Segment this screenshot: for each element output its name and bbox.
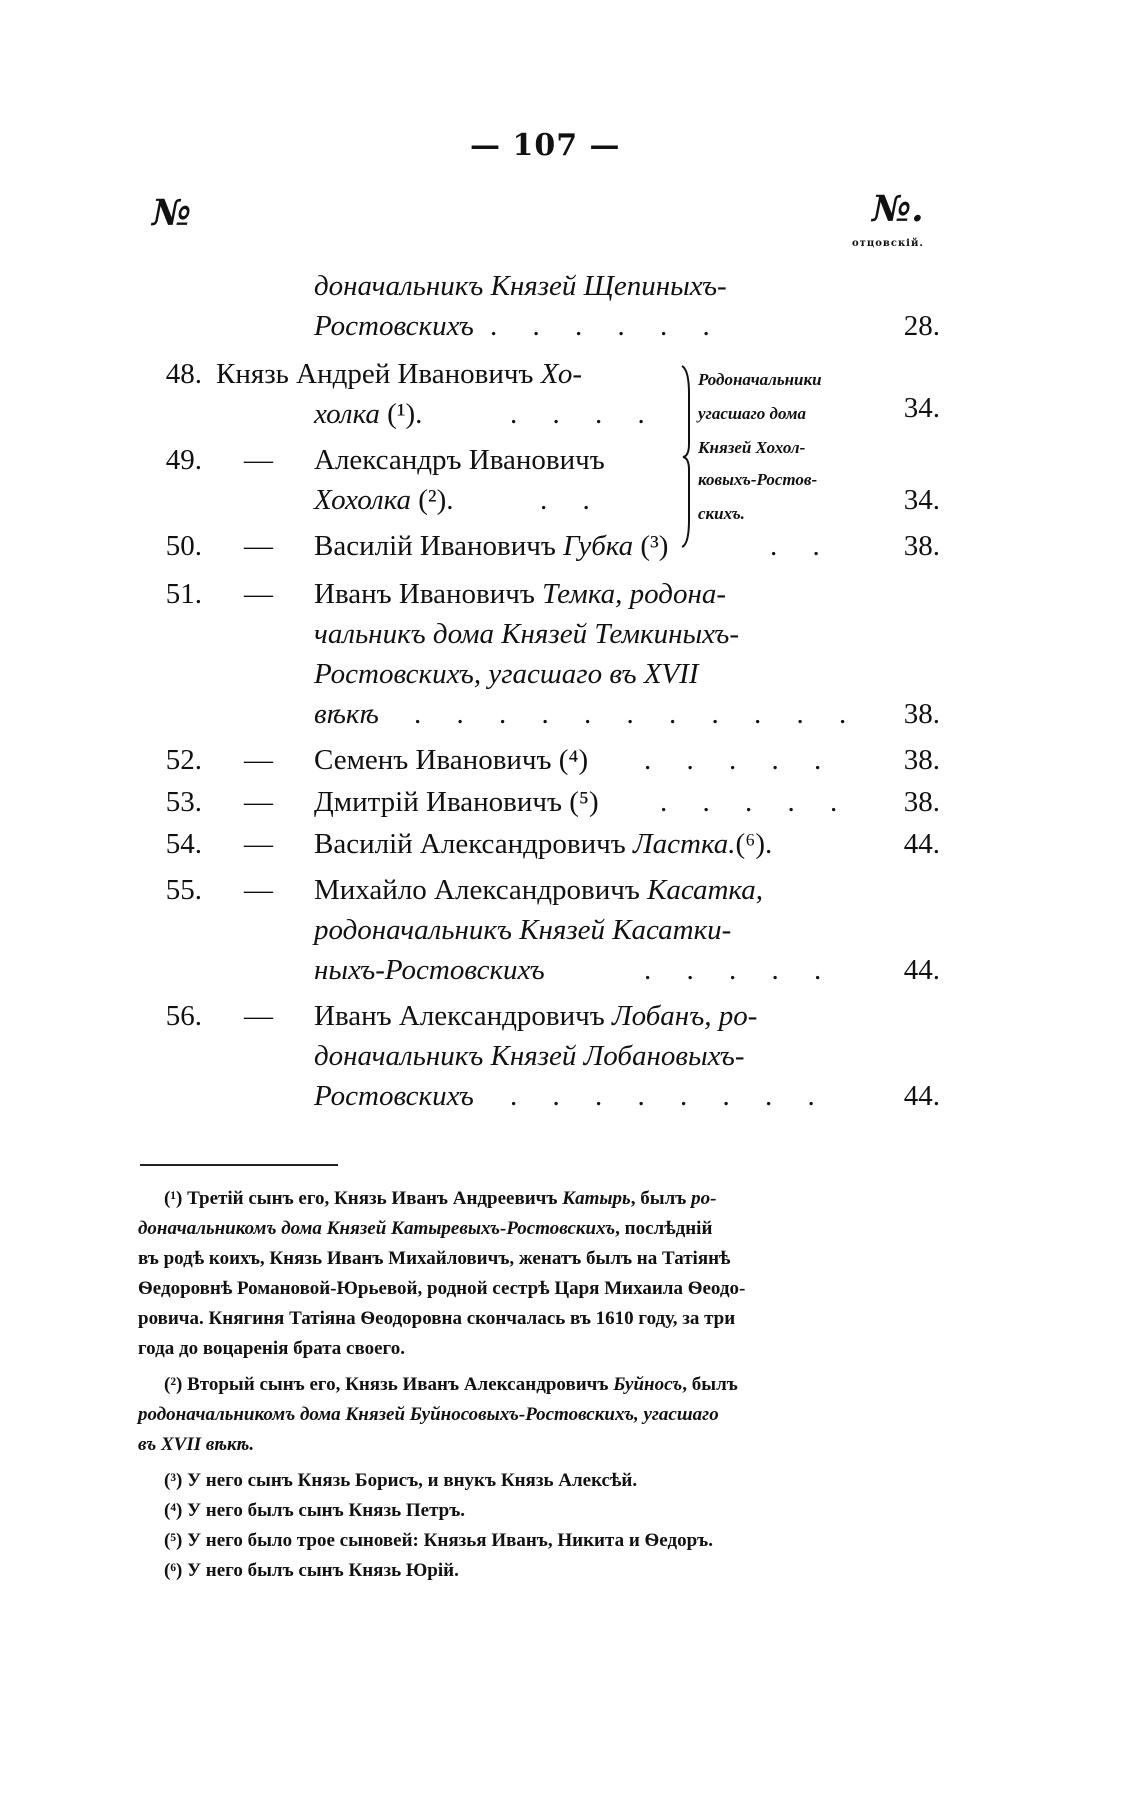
entry-49-line-2 bbox=[314, 484, 453, 517]
footnote-1-text-3: ро- bbox=[691, 1188, 717, 1209]
entry-54-dash: — bbox=[244, 828, 273, 860]
leader-dots: . . . . . . . . bbox=[510, 1080, 829, 1112]
leader-dots: . . . . . bbox=[644, 954, 836, 986]
entry-48-line-1 bbox=[216, 358, 582, 391]
footnote-1-nick: Катырь bbox=[562, 1188, 631, 1209]
entry-48-line-2 bbox=[314, 398, 422, 431]
footnote-5: (⁵) У него было трое сыновей: Князья Иванъ, Никита и Ѳедоръ. bbox=[164, 1530, 713, 1551]
entry-50-nick: Губка bbox=[563, 530, 634, 562]
footnote-1-text-4: , послѣдній bbox=[615, 1218, 713, 1239]
entry-56-nick: Лобанъ, ро- bbox=[611, 1000, 758, 1032]
page-ref-52: 38. bbox=[903, 744, 940, 776]
right-number-header: №. bbox=[872, 188, 924, 230]
footnote-1-text-2: , былъ bbox=[630, 1188, 692, 1209]
entry-50-name: Василій Ивановичъ bbox=[314, 530, 564, 562]
entry-55-name: Михайло Александровичъ bbox=[314, 874, 648, 906]
entry-48-nick-end: холка bbox=[314, 398, 380, 430]
entry-51-number: 51. bbox=[165, 578, 202, 610]
intro-line-2: Ростовскихъ bbox=[314, 310, 474, 342]
entry-51-line-2: чальникъ дома Князей Темкиныхъ- bbox=[314, 618, 740, 650]
bracket-line-2: угасшаго дома bbox=[698, 404, 806, 423]
footnote-2-line-1 bbox=[164, 1374, 738, 1396]
leader-dots: . . . . bbox=[510, 398, 659, 430]
entry-50-dash: — bbox=[244, 530, 273, 562]
entry-54-footnote-ref: (⁶). bbox=[735, 828, 773, 860]
footnote-1-line-4: Ѳедоровнѣ Романовой-Юрьевой, родной сестрѣ Царя Михаила Ѳеодо- bbox=[138, 1278, 746, 1299]
bracket-line-1: Родоначальники bbox=[698, 370, 822, 389]
bracket-line-5: скихъ. bbox=[698, 504, 745, 523]
entry-51-line-4: вѣкѣ bbox=[314, 698, 379, 730]
entry-56-name: Иванъ Александровичъ bbox=[314, 1000, 612, 1032]
entry-49-footnote-ref: (²). bbox=[418, 484, 454, 516]
entry-51-nick: Темка, родона- bbox=[542, 578, 726, 610]
page-ref-48: 34. bbox=[903, 392, 940, 424]
entry-56-line-2: доначальникъ Князей Лобановыхъ- bbox=[314, 1040, 745, 1072]
intro-line-1: доначальникъ Князей Щепиныхъ- bbox=[314, 270, 727, 302]
entry-51-line-1 bbox=[314, 578, 726, 611]
page-ref-intro: 28. bbox=[903, 310, 940, 342]
entry-52-number: 52. bbox=[165, 744, 202, 776]
entry-53-name: Дмитрій Ивановичъ bbox=[314, 786, 562, 818]
leader-dots: . . . . . bbox=[644, 744, 836, 776]
entry-55-dash: — bbox=[244, 874, 273, 906]
entry-53-footnote-ref: (⁵) bbox=[569, 786, 599, 818]
entry-50-text bbox=[314, 530, 668, 563]
entry-53-text bbox=[314, 786, 599, 819]
right-header-subtitle: отцовскій. bbox=[852, 238, 924, 249]
entry-52-footnote-ref: (⁴) bbox=[558, 744, 589, 776]
footnote-2-text-2: , былъ bbox=[682, 1374, 738, 1395]
entry-54-number: 54. bbox=[165, 828, 202, 860]
entry-55-number: 55. bbox=[165, 874, 202, 906]
entry-56-line-1 bbox=[314, 1000, 757, 1033]
footnote-2-line-3: въ XVII вѣкѣ. bbox=[138, 1434, 255, 1455]
footnote-1-line-5: ровича. Княгиня Татіяна Ѳеодоровна скончалась въ 1610 году, за три bbox=[138, 1308, 736, 1329]
footnote-1-text: (¹) Третій сынъ его, Князь Иванъ Андреевичъ bbox=[164, 1188, 563, 1209]
footnote-1-line-6: года до воцаренія брата своего. bbox=[138, 1338, 405, 1359]
page-ref-55: 44. bbox=[903, 954, 940, 986]
entry-55-nick: Касатка, bbox=[647, 874, 764, 906]
entry-52-text bbox=[314, 744, 588, 777]
entry-48-footnote-ref: (¹). bbox=[387, 398, 423, 430]
footnote-4: (⁴) У него былъ сынъ Князь Петръ. bbox=[164, 1500, 466, 1521]
entry-55-line-1 bbox=[314, 874, 763, 907]
entry-48-number: 48. bbox=[165, 358, 202, 390]
page-ref-50: 38. bbox=[903, 530, 940, 562]
page-number: — 107 — bbox=[470, 128, 621, 163]
footnote-1-line-1 bbox=[164, 1188, 716, 1210]
leader-dots: . . bbox=[540, 484, 604, 516]
entry-54-text bbox=[314, 828, 772, 861]
page-ref-49: 34. bbox=[903, 484, 940, 516]
entry-48-name: Князь Андрей Ивановичъ bbox=[216, 358, 541, 390]
bracket-line-3: Князей Хохол- bbox=[698, 438, 806, 457]
entry-55-line-2: родоначальникъ Князей Касатки- bbox=[314, 914, 732, 946]
footnote-1-line-2 bbox=[138, 1218, 712, 1240]
entry-54-name: Василій Александровичъ bbox=[314, 828, 633, 860]
leader-dots: . . bbox=[770, 530, 834, 562]
footnote-2-text: (²) Вторый сынъ его, Князь Иванъ Александровичъ bbox=[164, 1374, 614, 1395]
page-ref-51: 38. bbox=[903, 698, 940, 730]
entry-48-nick-start: Хо- bbox=[540, 358, 582, 390]
entry-49-line-1: Александръ Ивановичъ bbox=[314, 444, 605, 476]
footnote-2-nick: Буйносъ bbox=[613, 1374, 683, 1395]
entry-50-number: 50. bbox=[165, 530, 202, 562]
page-ref-53: 38. bbox=[903, 786, 940, 818]
footnote-1-house: доначальникомъ дома Князей Катыревыхъ-Ростовскихъ bbox=[138, 1218, 616, 1239]
entry-52-name: Семенъ Ивановичъ bbox=[314, 744, 552, 776]
entry-56-line-3: Ростовскихъ bbox=[314, 1080, 474, 1112]
entry-54-nick: Ластка. bbox=[632, 828, 736, 860]
entry-51-name: Иванъ Ивановичъ bbox=[314, 578, 543, 610]
entry-53-number: 53. bbox=[165, 786, 202, 818]
footnote-3: (³) У него сынъ Князь Борисъ, и внукъ Князь Алексѣй. bbox=[164, 1470, 638, 1491]
footnote-1-line-3: въ родѣ коихъ, Князь Иванъ Михайловичъ, женатъ былъ на Татіянѣ bbox=[138, 1248, 731, 1269]
leader-dots: . . . . . . . . . . . bbox=[414, 698, 861, 730]
footnote-2-line-2: родоначальникомъ дома Князей Буйносовыхъ-Ростовскихъ, угасшаго bbox=[138, 1404, 719, 1425]
entry-56-dash: — bbox=[244, 1000, 273, 1032]
curly-brace bbox=[680, 364, 692, 549]
leader-dots: . . . . . bbox=[660, 786, 852, 818]
entry-49-dash: — bbox=[244, 444, 273, 476]
entry-52-dash: — bbox=[244, 744, 273, 776]
footnote-6: (⁶) У него былъ сынъ Князь Юрій. bbox=[164, 1560, 459, 1581]
entry-49-number: 49. bbox=[165, 444, 202, 476]
entry-51-line-3: Ростовскихъ, угасшаго въ XVII bbox=[314, 658, 699, 690]
bracket-line-4: ковыхъ-Ростов- bbox=[698, 470, 818, 489]
entry-51-dash: — bbox=[244, 578, 273, 610]
entry-49-nick: Хохолка bbox=[314, 484, 411, 516]
leader-dots: . . . . . . bbox=[490, 310, 724, 342]
entry-50-footnote-ref: (³) bbox=[640, 530, 669, 562]
entry-56-number: 56. bbox=[165, 1000, 202, 1032]
page-ref-56: 44. bbox=[903, 1080, 940, 1112]
entry-55-line-3: ныхъ-Ростовскихъ bbox=[314, 954, 545, 986]
left-number-header: № bbox=[152, 192, 192, 234]
page-ref-54: 44. bbox=[903, 828, 940, 860]
footnote-separator bbox=[140, 1164, 338, 1166]
entry-53-dash: — bbox=[244, 786, 273, 818]
